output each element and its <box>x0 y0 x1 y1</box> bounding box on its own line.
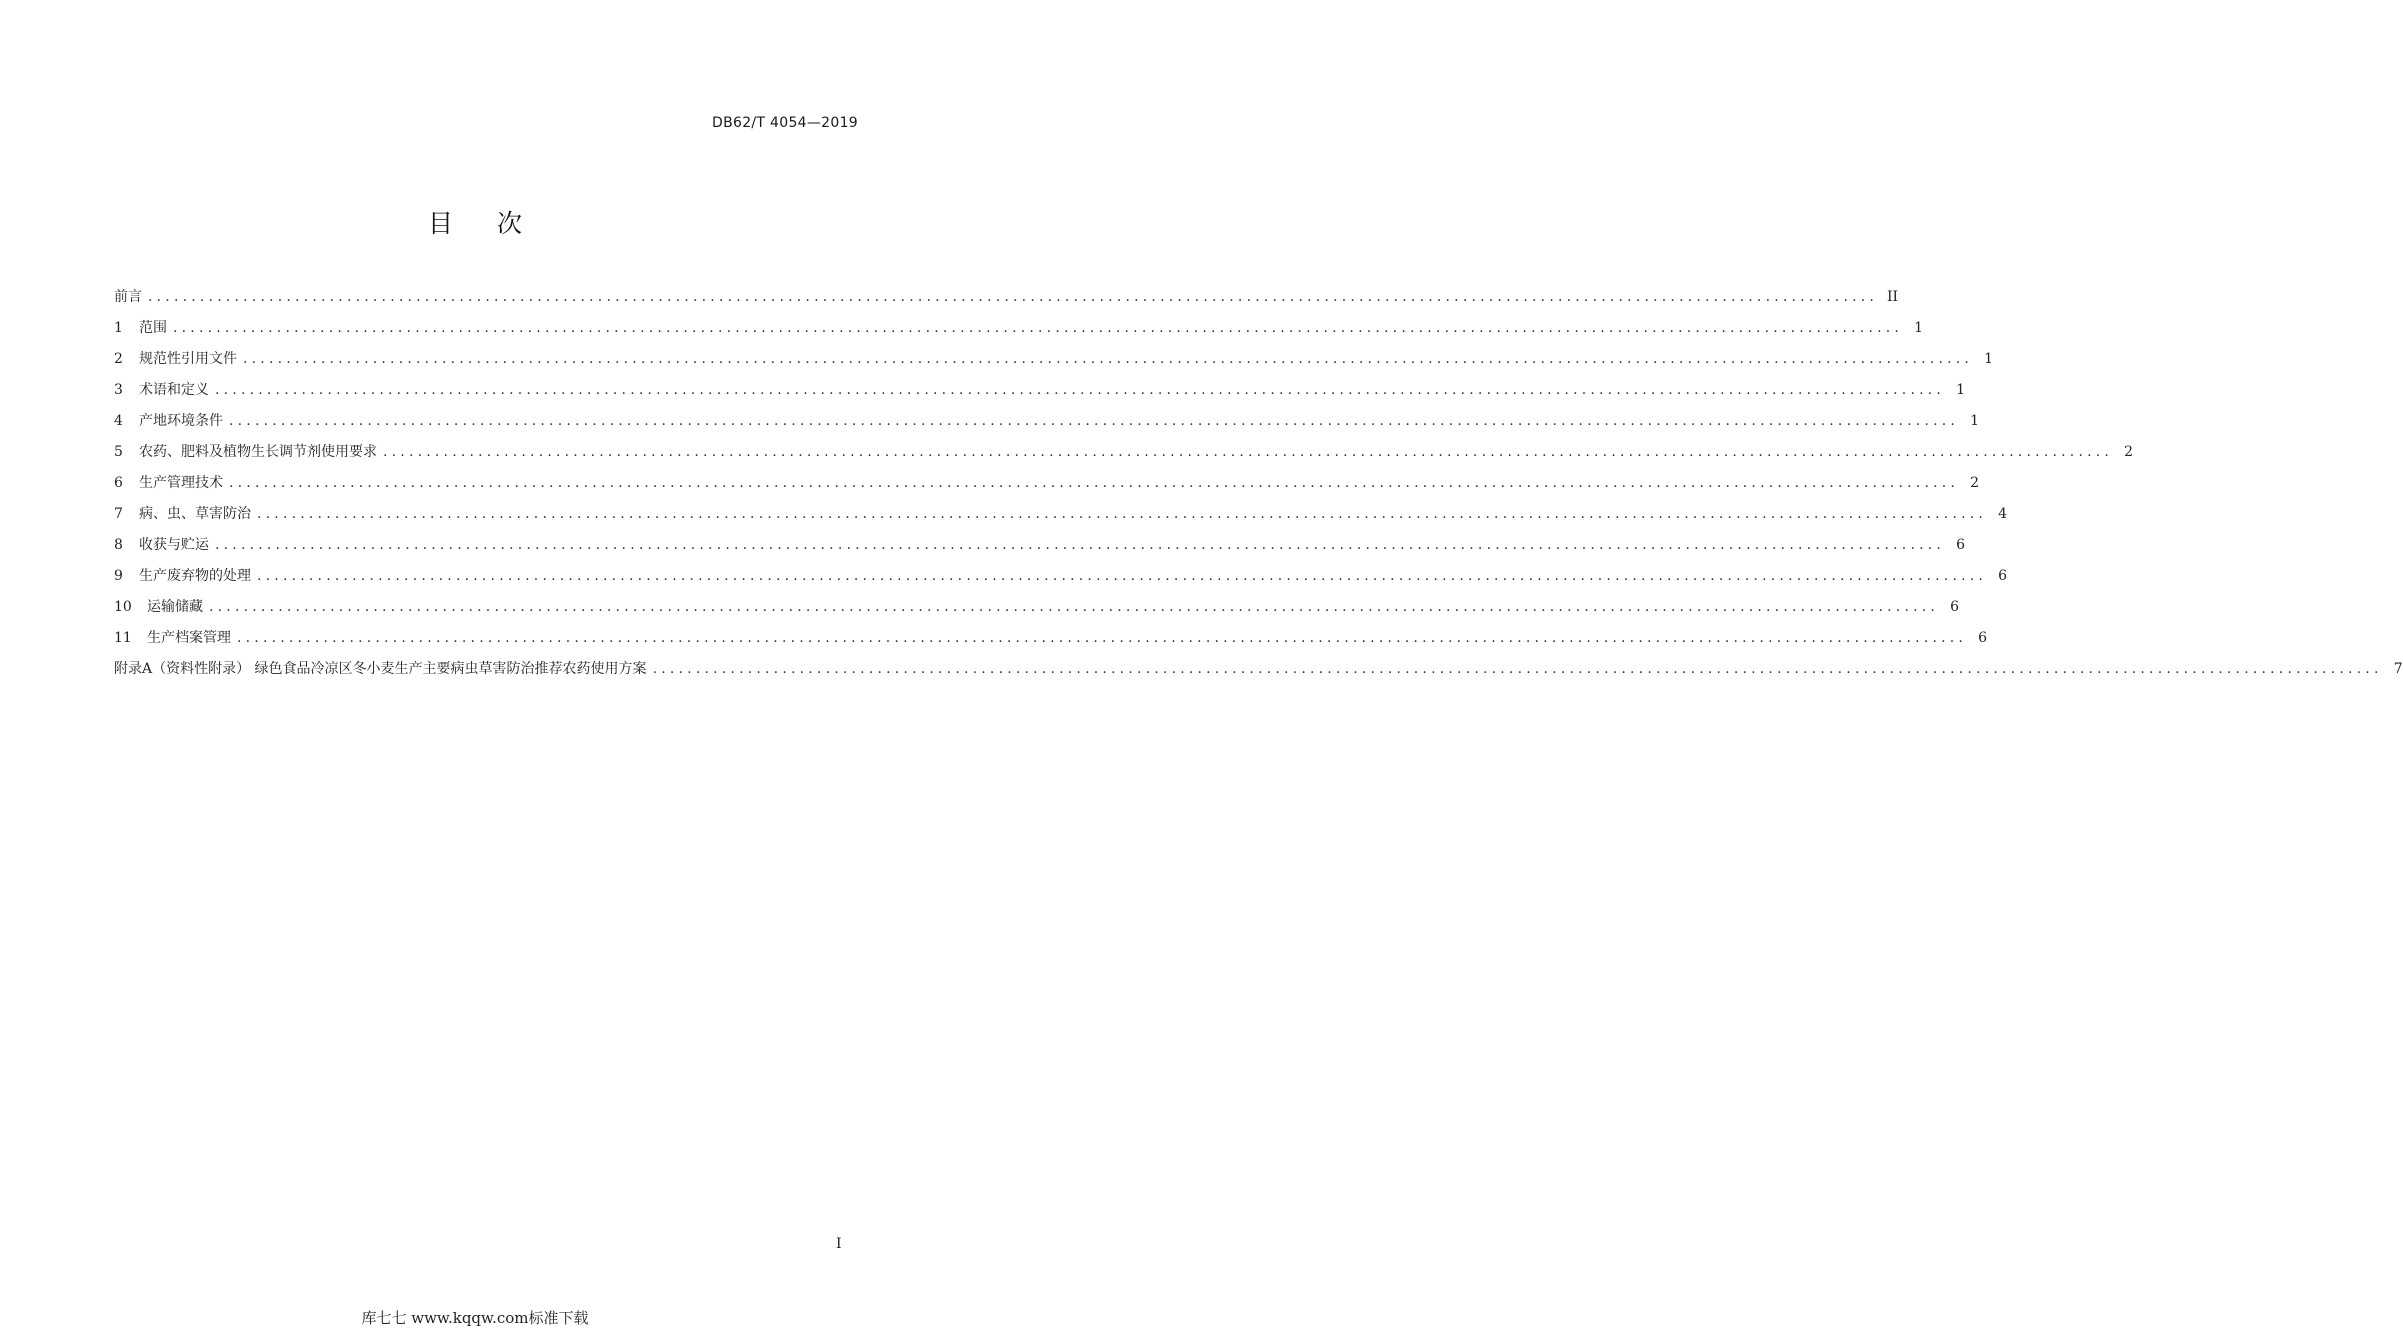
toc-entry-page: 2 <box>2124 444 2134 460</box>
toc-entry-environment[interactable] <box>114 410 1980 441</box>
toc-dot-leader: ........................................................................................................................................................................................................ <box>148 289 1879 305</box>
toc-entry-number: 3 <box>114 382 123 398</box>
toc-entry-page: 6 <box>1998 568 2008 584</box>
toc-entry-number: 7 <box>114 506 123 522</box>
table-of-contents <box>114 286 2403 689</box>
toc-entry-page: II <box>1886 289 1899 305</box>
page-number: I <box>836 1236 842 1252</box>
toc-entry-page: 6 <box>1978 630 1988 646</box>
toc-entry-number: 10 <box>114 599 132 615</box>
toc-entry-label: 生产档案管理 <box>147 630 231 646</box>
toc-entry-label: 生产管理技术 <box>139 475 223 491</box>
toc-dot-leader: ........................................................................................................................................................................................................ <box>209 599 1940 615</box>
toc-entry-label: 范围 <box>139 320 167 336</box>
toc-dot-leader: ........................................................................................................................................................................................................ <box>173 320 1904 336</box>
footer-watermark-text: 库七七 www.kqqw.com标准下载 <box>361 1309 589 1327</box>
toc-entry-normative-references[interactable] <box>114 348 1994 379</box>
toc-dot-leader: ........................................................................................................................................................................................................ <box>383 444 2114 460</box>
toc-entry-label: 病、虫、草害防治 <box>139 506 251 522</box>
toc-entry-page: 7 <box>2393 661 2403 677</box>
toc-entry-page: 6 <box>1956 537 1966 553</box>
toc-entry-page: 4 <box>1998 506 2008 522</box>
toc-entry-label: 附录A（资料性附录） 绿色食品冷凉区冬小麦生产主要病虫草害防治推荐农药使用方案 <box>114 661 647 677</box>
toc-entry-page: 1 <box>1970 413 1980 429</box>
toc-entry-waste-treatment[interactable] <box>114 565 2008 596</box>
toc-dot-leader: ........................................................................................................................................................................................................ <box>243 351 1974 367</box>
toc-entry-number: 1 <box>114 320 123 336</box>
toc-entry-page: 1 <box>1984 351 1994 367</box>
toc-entry-label: 规范性引用文件 <box>139 351 237 367</box>
toc-dot-leader: ........................................................................................................................................................................................................ <box>257 568 1988 584</box>
toc-dot-leader: ........................................................................................................................................................................................................ <box>257 506 1988 522</box>
toc-entry-number: 6 <box>114 475 123 491</box>
toc-entry-page: 6 <box>1950 599 1960 615</box>
toc-entry-pest-control[interactable] <box>114 503 2008 534</box>
toc-entry-scope[interactable] <box>114 317 1924 348</box>
toc-entry-transport-storage[interactable] <box>114 596 1960 627</box>
toc-entry-number: 11 <box>114 630 132 646</box>
toc-dot-leader: ........................................................................................................................................................................................................ <box>229 475 1960 491</box>
toc-entry-label: 术语和定义 <box>139 382 209 398</box>
toc-entry-label: 前言 <box>114 289 142 305</box>
toc-entry-label: 收获与贮运 <box>139 537 209 553</box>
toc-entry-number: 2 <box>114 351 123 367</box>
toc-entry-inputs[interactable] <box>114 441 2134 472</box>
toc-entry-number: 9 <box>114 568 123 584</box>
toc-entry-terms-definitions[interactable] <box>114 379 1966 410</box>
toc-entry-page: 1 <box>1914 320 1924 336</box>
toc-entry-records[interactable] <box>114 627 1988 658</box>
toc-entry-label: 生产废弃物的处理 <box>139 568 251 584</box>
toc-entry-label: 运输储藏 <box>147 599 203 615</box>
toc-entry-page: 1 <box>1956 382 1966 398</box>
toc-entry-label: 农药、肥料及植物生长调节剂使用要求 <box>139 444 377 460</box>
toc-title: 目次 <box>427 209 566 238</box>
toc-entry-foreword[interactable] <box>114 286 1899 317</box>
document-code: DB62/T 4054—2019 <box>712 115 858 131</box>
toc-entry-number: 5 <box>114 444 123 460</box>
toc-dot-leader: ........................................................................................................................................................................................................ <box>237 630 1968 646</box>
toc-dot-leader: ........................................................................................................................................................................................................ <box>215 382 1946 398</box>
toc-entry-appendix-a[interactable] <box>114 658 2403 689</box>
toc-dot-leader: ........................................................................................................................................................................................................ <box>229 413 1960 429</box>
toc-entry-label: 产地环境条件 <box>139 413 223 429</box>
toc-entry-production-management[interactable] <box>114 472 1980 503</box>
toc-dot-leader: ........................................................................................................................................................................................................ <box>652 661 2383 677</box>
toc-entry-page: 2 <box>1970 475 1980 491</box>
toc-entry-number: 8 <box>114 537 123 553</box>
toc-entry-harvest-storage[interactable] <box>114 534 1966 565</box>
toc-dot-leader: ........................................................................................................................................................................................................ <box>215 537 1946 553</box>
toc-entry-number: 4 <box>114 413 123 429</box>
